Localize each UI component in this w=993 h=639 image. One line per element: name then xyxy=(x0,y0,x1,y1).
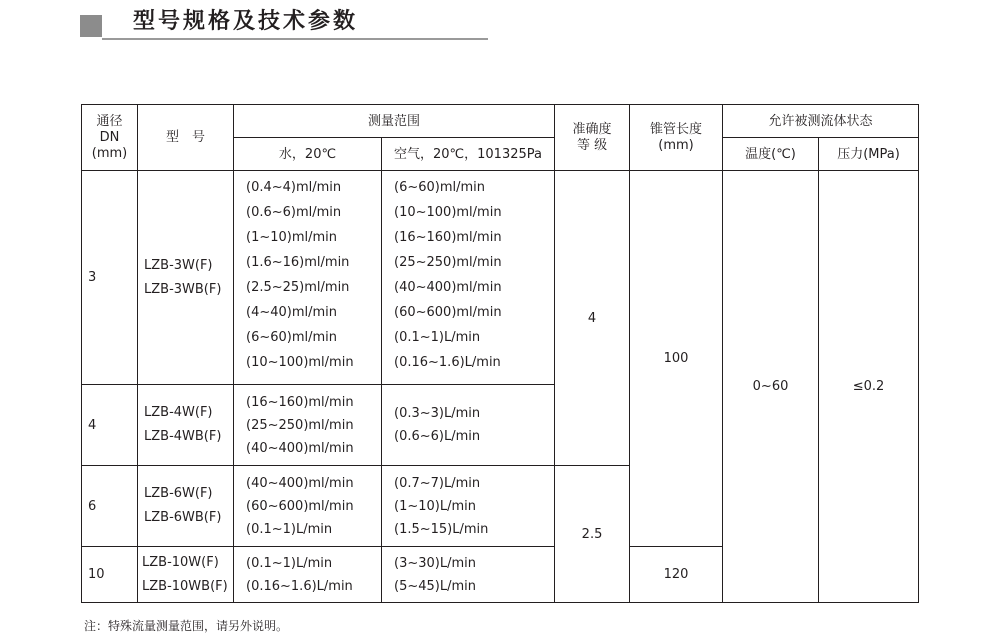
range-value: (40~400)ml/min xyxy=(246,475,354,491)
tube-length-cell: 100 xyxy=(630,171,723,547)
range-value: (0.6~6)L/min xyxy=(394,429,481,444)
range-value: (25~250)ml/min xyxy=(246,417,354,433)
model-name: LZB-10W(F) xyxy=(142,554,219,570)
pressure-header: 压力(MPa) xyxy=(819,138,919,171)
pressure-cell: ≤0.2 xyxy=(819,171,919,603)
accuracy-header xyxy=(555,105,630,171)
tube-header xyxy=(630,105,723,171)
model-cell xyxy=(138,385,234,466)
range-value: (0.16~1.6)L/min xyxy=(394,355,501,370)
dn-cell: 4 xyxy=(82,385,138,466)
dn-header-line: 通径 xyxy=(96,113,123,129)
water-range-cell xyxy=(234,385,382,466)
water-range-cell xyxy=(234,171,382,385)
range-value: (0.7~7)L/min xyxy=(394,475,481,491)
accuracy-cell: 2.5 xyxy=(555,466,630,603)
model-name: LZB-3WB(F) xyxy=(144,281,222,297)
range-value: (5~45)L/min xyxy=(394,578,476,594)
model-name: LZB-10WB(F) xyxy=(142,578,228,594)
water-range-cell xyxy=(234,547,382,603)
model-header: 型 号 xyxy=(138,105,234,171)
range-value: (10~100)ml/min xyxy=(246,355,354,370)
model-name: LZB-4W(F) xyxy=(144,405,213,420)
air-range-cell xyxy=(382,466,555,547)
tube-header-line: (mm) xyxy=(658,137,694,153)
range-value: (60~600)ml/min xyxy=(246,498,354,514)
fluid-header: 允许被测流体状态 xyxy=(723,105,919,138)
range-value: (1.6~16)ml/min xyxy=(246,255,350,270)
accuracy-header-line: 等 级 xyxy=(576,137,608,153)
range-value: (0.16~1.6)L/min xyxy=(246,578,353,594)
dn-cell: 6 xyxy=(82,466,138,547)
model-name: LZB-4WB(F) xyxy=(144,429,222,444)
air-range-cell xyxy=(382,385,555,466)
dn-header-line: DN xyxy=(99,129,120,145)
dn-cell: 3 xyxy=(82,171,138,385)
water-range-cell xyxy=(234,466,382,547)
range-value: (0.4~4)ml/min xyxy=(246,180,342,195)
range-value: (0.3~3)L/min xyxy=(394,406,481,421)
temperature-cell: 0~60 xyxy=(723,171,819,603)
model-cell xyxy=(138,171,234,385)
range-value: (3~30)L/min xyxy=(394,555,476,571)
range-value: (2.5~25)ml/min xyxy=(246,280,350,295)
dn-cell: 10 xyxy=(82,547,138,603)
header-divider xyxy=(102,38,488,40)
footnote: 注：特殊流量测量范围，请另外说明。 xyxy=(84,619,289,633)
range-value: (0.1~1)L/min xyxy=(246,521,333,537)
water-header: 水，20℃ xyxy=(234,138,382,171)
range-value: (40~400)ml/min xyxy=(246,440,354,456)
range-value: (1~10)ml/min xyxy=(246,230,338,245)
range-value: (1~10)L/min xyxy=(394,498,476,514)
accuracy-cell: 4 xyxy=(555,171,630,466)
range-value: (16~160)ml/min xyxy=(394,230,502,245)
range-value: (25~250)ml/min xyxy=(394,255,502,270)
model-name: LZB-6WB(F) xyxy=(144,510,222,525)
model-cell xyxy=(138,466,234,547)
tube-length-cell: 120 xyxy=(630,547,723,603)
range-value: (40~400)ml/min xyxy=(394,280,502,295)
air-range-cell xyxy=(382,171,555,385)
range-value: (6~60)ml/min xyxy=(246,330,338,345)
range-value: (0.1~1)L/min xyxy=(246,555,333,571)
accuracy-header-line: 准确度 xyxy=(572,121,612,137)
range-value: (4~40)ml/min xyxy=(246,305,338,320)
range-value: (0.1~1)L/min xyxy=(394,330,481,345)
air-header: 空气，20℃，101325Pa xyxy=(382,138,555,171)
model-name: LZB-3W(F) xyxy=(144,257,213,273)
range-value: (16~160)ml/min xyxy=(246,394,354,410)
dn-header xyxy=(82,105,138,171)
spec-table xyxy=(81,104,919,603)
header-square-icon xyxy=(80,15,102,37)
dn-header-line: (mm) xyxy=(91,145,128,161)
range-value: (0.6~6)ml/min xyxy=(246,205,342,220)
model-cell xyxy=(138,547,234,603)
table-row xyxy=(82,171,919,385)
range-value: (10~100)ml/min xyxy=(394,205,502,220)
range-value: (60~600)ml/min xyxy=(394,305,502,320)
temp-header: 温度(℃) xyxy=(723,138,819,171)
tube-header-line: 锥管长度 xyxy=(650,121,703,137)
header-row-1 xyxy=(82,105,919,138)
range-value: (6~60)ml/min xyxy=(394,180,486,195)
page-title: 型号规格及技术参数 xyxy=(133,9,359,34)
model-name: LZB-6W(F) xyxy=(144,486,213,501)
range-value: (1.5~15)L/min xyxy=(394,521,489,537)
air-range-cell xyxy=(382,547,555,603)
range-header: 测量范围 xyxy=(234,105,555,138)
